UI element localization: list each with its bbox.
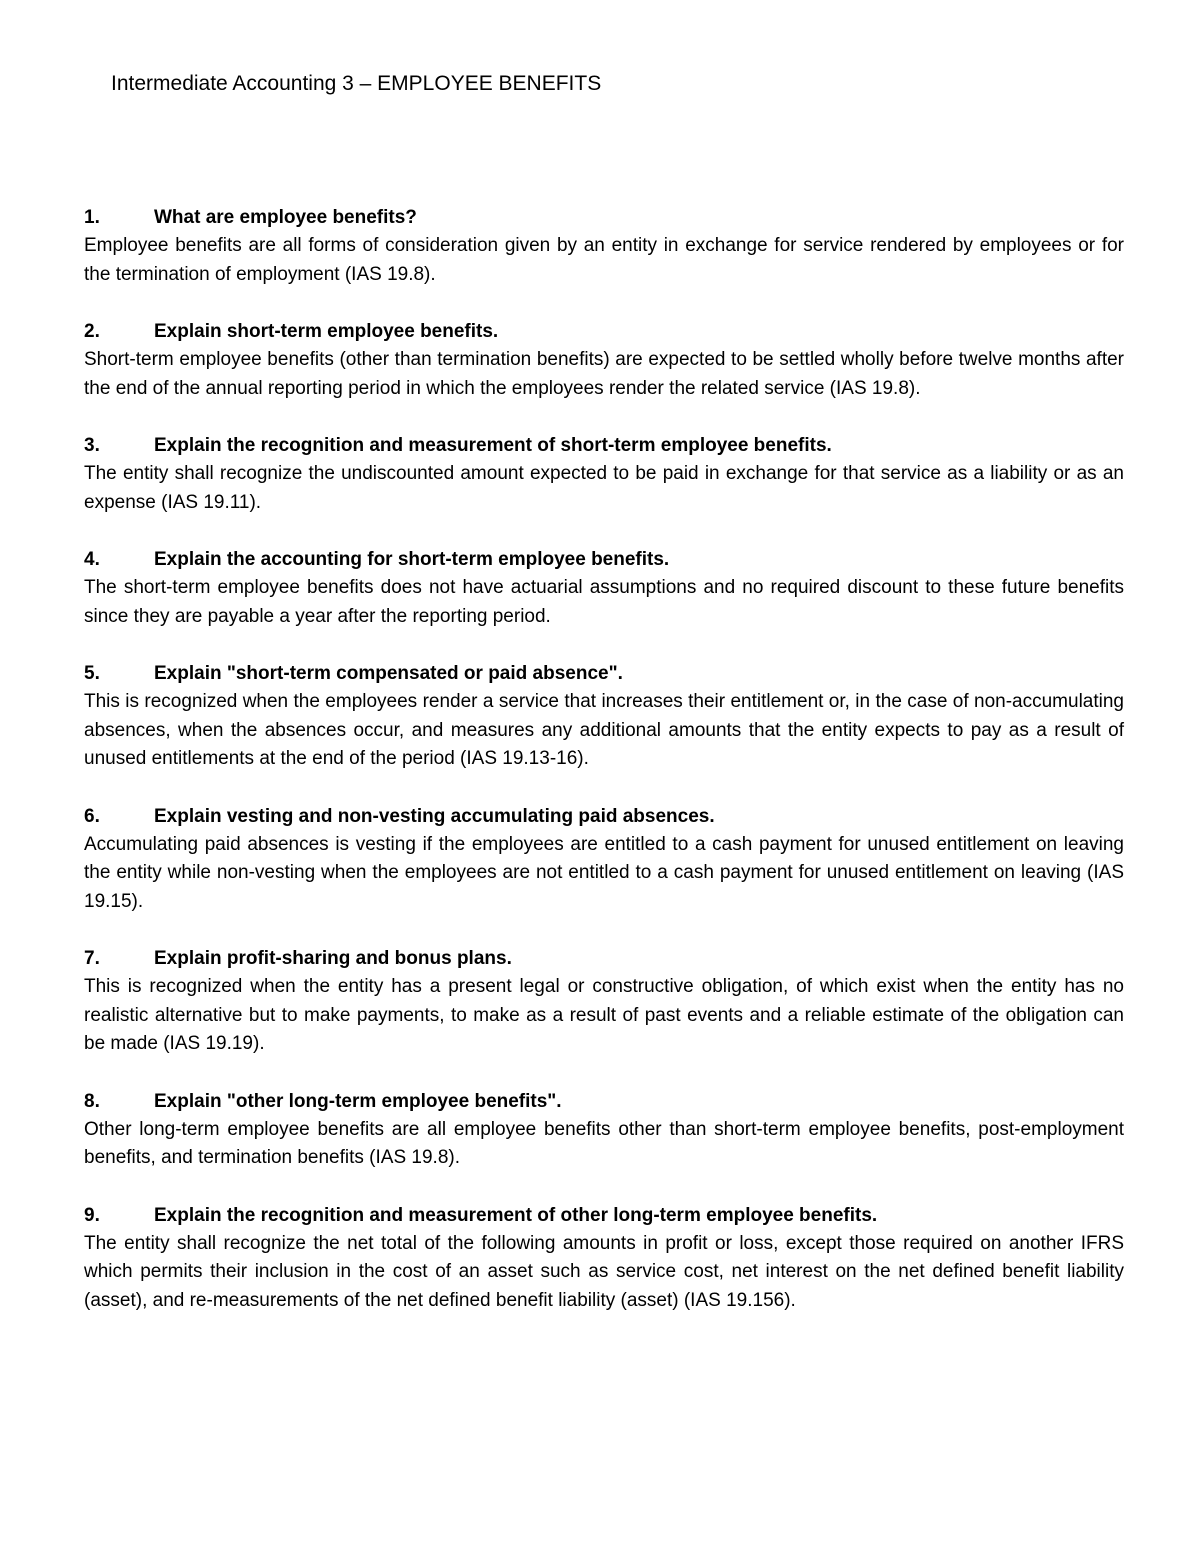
question-number: 5. — [84, 663, 100, 684]
question-4 — [84, 545, 1124, 574]
qa-item-2 — [84, 317, 1124, 403]
question-text: Explain short-term employee benefits. — [154, 321, 499, 342]
question-3 — [84, 431, 1124, 460]
qa-item-7 — [84, 944, 1124, 1059]
qa-item-4 — [84, 545, 1124, 631]
question-number: 8. — [84, 1090, 100, 1112]
answer-8: Other long-term employee benefits are all employee benefits other than short-term employee benefits, post-employment benefits, and termination benefits (IAS 19.8). — [84, 1118, 1124, 1168]
question-text: Explain profit-sharing and bonus plans. — [154, 948, 512, 969]
question-text: Explain "short-term compensated or paid absence". — [154, 663, 623, 684]
question-number: 7. — [84, 948, 100, 969]
answer-6: Accumulating paid absences is vesting if the employees are entitled to a cash payment for unused entitlement on leaving the entity while non-vesting when the employees are not entitled to a cash payment for unused entitlement on leaving (IAS 19.15). — [84, 833, 1124, 912]
qa-list — [84, 203, 1124, 1343]
question-2 — [84, 317, 1124, 346]
question-text: Explain vesting and non-vesting accumulating paid absences. — [154, 805, 715, 827]
qa-item-1 — [84, 203, 1124, 289]
question-6 — [84, 802, 1124, 831]
question-5 — [84, 659, 1124, 688]
answer-4: The short-term employee benefits does not have actuarial assumptions and no required discount to these future benefits since they are payable a year after the reporting period. — [84, 577, 1124, 627]
question-number: 2. — [84, 321, 100, 342]
question-number: 3. — [84, 435, 100, 456]
document-title: Intermediate Accounting 3 – EMPLOYEE BENEFITS — [111, 72, 602, 95]
answer-3: The entity shall recognize the undiscounted amount expected to be paid in exchange for that service as a liability or as an expense (IAS 19.11). — [84, 463, 1124, 513]
question-text: Explain the accounting for short-term employee benefits. — [154, 549, 670, 570]
question-8 — [84, 1087, 1124, 1116]
question-7 — [84, 944, 1124, 973]
answer-1: Employee benefits are all forms of consideration given by an entity in exchange for service rendered by employees or for the termination of employment (IAS 19.8). — [84, 235, 1124, 285]
question-number: 9. — [84, 1204, 100, 1226]
question-number: 4. — [84, 549, 100, 570]
qa-item-6 — [84, 802, 1124, 917]
qa-item-8 — [84, 1087, 1124, 1173]
qa-item-3 — [84, 431, 1124, 517]
question-1 — [84, 203, 1124, 232]
answer-5: This is recognized when the employees render a service that increases their entitlement or, in the case of non-accumulating absences, when the absences occur, and measures any additional amounts that the entity expects to pay as a result of unused entitlements at the end of the period (IAS 19.13-16). — [84, 691, 1124, 769]
qa-item-5 — [84, 659, 1124, 774]
answer-7: This is recognized when the entity has a present legal or constructive obligation, of which exist when the entity has no realistic alternative but to make payments, to make as a result of past events and a reliable estimate of the obligation can be made (IAS 19.19). — [84, 976, 1124, 1054]
answer-2: Short-term employee benefits (other than termination benefits) are expected to be settled wholly before twelve months after the end of the annual reporting period in which the employees render the related service (IAS 19.8). — [84, 349, 1124, 399]
answer-9: The entity shall recognize the net total of the following amounts in profit or loss, except those required on another IFRS which permits their inclusion in the cost of an asset such as service cost, net interest on the net defined benefit liability (asset), and re-measurements of the net defined benefit liability (asset) (IAS 19.156). — [84, 1232, 1124, 1311]
question-text: Explain the recognition and measurement of short-term employee benefits. — [154, 435, 832, 456]
question-number: 6. — [84, 805, 100, 827]
question-text: Explain the recognition and measurement of other long-term employee benefits. — [154, 1204, 878, 1226]
question-text: What are employee benefits? — [154, 207, 417, 228]
question-text: Explain "other long-term employee benefits". — [154, 1090, 562, 1112]
question-number: 1. — [84, 207, 100, 228]
question-9 — [84, 1201, 1124, 1230]
qa-item-9 — [84, 1201, 1124, 1316]
